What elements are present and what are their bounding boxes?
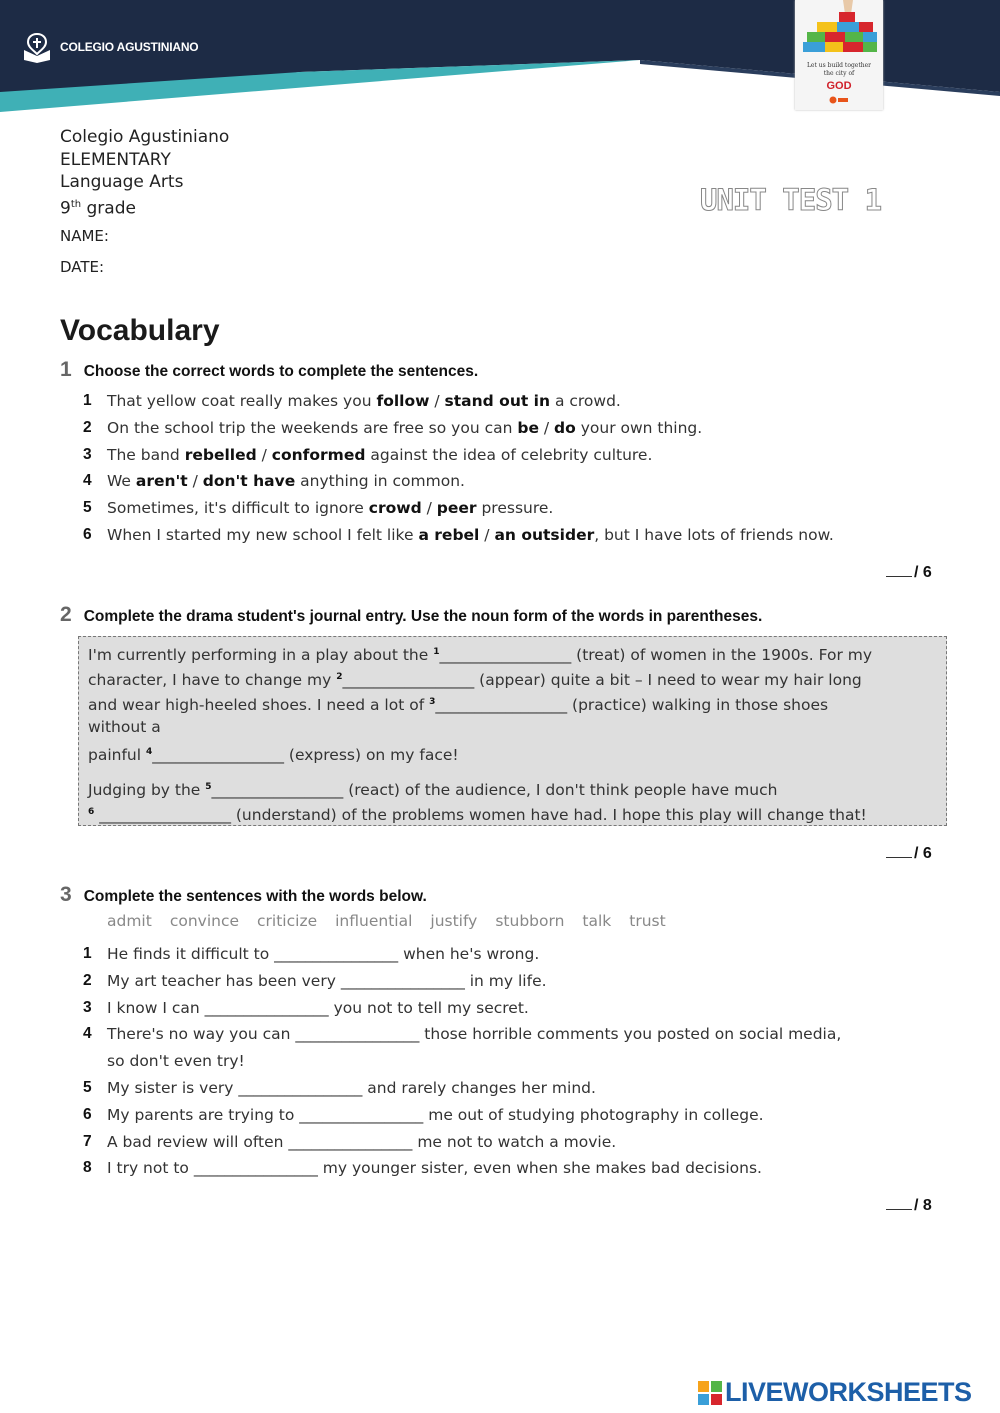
option-a[interactable]: crowd bbox=[368, 499, 422, 518]
name-label: NAME: bbox=[60, 227, 109, 245]
journal-line: I'm currently performing in a play about the $^1$_________________ (treat) of women in the 1900s. For my bbox=[88, 646, 873, 664]
word-bank-item: admit bbox=[107, 912, 152, 930]
list-item: 1 That yellow coat really makes you follow / stand out in a crowd. bbox=[83, 392, 621, 410]
poster-text: Let us build together the city of bbox=[806, 62, 872, 77]
option-b[interactable]: do bbox=[554, 418, 576, 437]
exercise-instruction: Choose the correct words to complete the sentences. bbox=[83, 363, 479, 380]
unit-test-title: UNIT TEST 1 bbox=[700, 183, 882, 217]
liveworksheets-icon bbox=[698, 1381, 722, 1405]
journal-line: and wear high-heeled shoes. I need a lot of $^3$_________________ (practice) walking in those shoes bbox=[88, 696, 829, 714]
list-item: 3 The band rebelled / conformed against the idea of celebrity culture. bbox=[83, 445, 653, 464]
blank-field[interactable]: _________________ bbox=[439, 646, 572, 664]
school-name: COLEGIO AGUSTINIANO bbox=[60, 40, 199, 54]
option-a[interactable]: a rebel bbox=[418, 525, 480, 544]
blank-field[interactable]: ________________ bbox=[238, 1078, 363, 1097]
info-grade: 9th grade bbox=[60, 198, 136, 219]
blank-field[interactable]: ________________ bbox=[193, 1159, 318, 1178]
poster-image bbox=[795, 0, 883, 110]
option-b[interactable]: stand out in bbox=[444, 392, 551, 410]
list-item-continuation: so don't even try! bbox=[107, 1052, 245, 1071]
school-logo bbox=[20, 30, 198, 64]
list-item: 6 When I started my new school I felt like a rebel / an outsider, but I have lots of friends now. bbox=[83, 525, 834, 544]
journal-line: $^6$ _________________ (understand) of the problems women have had. I hope this play will change that! bbox=[88, 806, 867, 824]
option-b[interactable]: conformed bbox=[271, 445, 366, 464]
list-item: 4 We aren't / don't have anything in common. bbox=[83, 472, 465, 491]
blank-field[interactable]: _________________ bbox=[211, 781, 344, 799]
exercise-number: 3 bbox=[60, 883, 72, 906]
liveworksheets-text: LIVEWORKSHEETS bbox=[725, 1377, 972, 1407]
info-level: ELEMENTARY bbox=[60, 149, 171, 170]
date-label: DATE: bbox=[60, 258, 105, 276]
score-blank[interactable] bbox=[886, 1209, 912, 1210]
list-item: 4 There's no way you can ________________ those horrible comments you posted on social media, bbox=[83, 1025, 842, 1044]
journal-line: painful $^4$_________________ (express) on my face! bbox=[88, 746, 459, 764]
list-item: 5 My sister is very ________________ and rarely changes her mind. bbox=[83, 1078, 596, 1097]
exercise-instruction: Complete the sentences with the words below. bbox=[83, 888, 427, 905]
blank-field[interactable]: ________________ bbox=[288, 1132, 413, 1151]
option-b[interactable]: an outsider bbox=[494, 525, 595, 544]
word-bank-item: criticize bbox=[257, 912, 318, 930]
info-school: Colegio Agustiniano bbox=[60, 127, 230, 147]
option-b[interactable]: peer bbox=[436, 499, 477, 518]
option-a[interactable]: follow bbox=[376, 392, 430, 410]
blank-field[interactable]: _________________ bbox=[152, 746, 284, 764]
exercise-instruction: Complete the drama student's journal entry. Use the noun form of the words in parentheses. bbox=[83, 608, 763, 625]
score-ex3: / 8 bbox=[886, 1197, 932, 1215]
blank-field[interactable]: ________________ bbox=[274, 945, 399, 963]
score-blank[interactable] bbox=[886, 857, 912, 858]
poster-badge-icon bbox=[829, 96, 849, 104]
blank-field[interactable]: _________________ bbox=[342, 671, 475, 689]
word-bank-item: talk bbox=[582, 912, 612, 930]
journal-line: Judging by the $^5$_________________ (react) of the audience, I don't think people have much bbox=[88, 781, 778, 799]
exercise-1-header bbox=[60, 358, 478, 382]
exercise-number: 2 bbox=[60, 603, 72, 626]
exercise-3-items bbox=[83, 941, 841, 1182]
exercise-3-header bbox=[60, 883, 427, 907]
list-item: 5 Sometimes, it's difficult to ignore crowd / peer pressure. bbox=[83, 499, 554, 518]
word-bank bbox=[107, 912, 666, 930]
score-blank[interactable] bbox=[886, 576, 912, 577]
lego-blocks-icon bbox=[795, 0, 883, 60]
list-item: 2 On the school trip the weekends are free so you can be / do your own thing. bbox=[83, 418, 703, 437]
blank-field[interactable]: ________________ bbox=[295, 1025, 420, 1044]
word-bank-item: stubborn bbox=[495, 912, 565, 930]
journal-line: character, I have to change my $^2$_________________ (appear) quite a bit – I need to wear my hair long bbox=[88, 671, 862, 689]
journal-entry-box bbox=[78, 636, 947, 826]
exercise-2-header bbox=[60, 603, 762, 627]
blank-field[interactable]: ________________ bbox=[299, 1105, 424, 1124]
blank-field[interactable]: _________________ bbox=[94, 806, 231, 824]
list-item: 2 My art teacher has been very ________________ in my life. bbox=[83, 971, 547, 990]
score-ex2: / 6 bbox=[886, 845, 932, 863]
word-bank-item: convince bbox=[169, 912, 240, 930]
score-ex1: / 6 bbox=[886, 564, 932, 582]
poster-god-text: GOD bbox=[826, 80, 852, 92]
blank-field[interactable]: _________________ bbox=[435, 696, 568, 714]
blank-field[interactable]: ________________ bbox=[204, 998, 329, 1017]
list-item: 8 I try not to ________________ my younger sister, even when she makes bad decisions. bbox=[83, 1159, 762, 1178]
liveworksheets-logo bbox=[698, 1377, 972, 1408]
list-item: 3 I know I can ________________ you not to tell my secret. bbox=[83, 998, 529, 1017]
exercise-1-items bbox=[83, 388, 834, 549]
option-a[interactable]: rebelled bbox=[184, 445, 257, 464]
word-bank-item: justify bbox=[430, 912, 478, 930]
word-bank-item: influential bbox=[335, 912, 413, 930]
info-subject: Language Arts bbox=[60, 172, 184, 192]
school-crest-icon bbox=[20, 30, 54, 64]
school-info bbox=[60, 126, 230, 219]
option-a[interactable]: be bbox=[517, 418, 539, 437]
option-b[interactable]: don't have bbox=[202, 472, 296, 491]
section-title: Vocabulary bbox=[60, 314, 220, 347]
list-item: 6 My parents are trying to ________________ me out of studying photography in college. bbox=[83, 1105, 764, 1124]
option-a[interactable]: aren't bbox=[135, 472, 188, 491]
list-item: 1 He finds it difficult to ________________ when he's wrong. bbox=[83, 945, 540, 963]
journal-line: without a bbox=[88, 718, 161, 736]
exercise-number: 1 bbox=[60, 358, 72, 381]
blank-field[interactable]: ________________ bbox=[340, 971, 465, 990]
list-item: 7 A bad review will often ________________ me not to watch a movie. bbox=[83, 1132, 617, 1151]
word-bank-item: trust bbox=[629, 912, 666, 930]
